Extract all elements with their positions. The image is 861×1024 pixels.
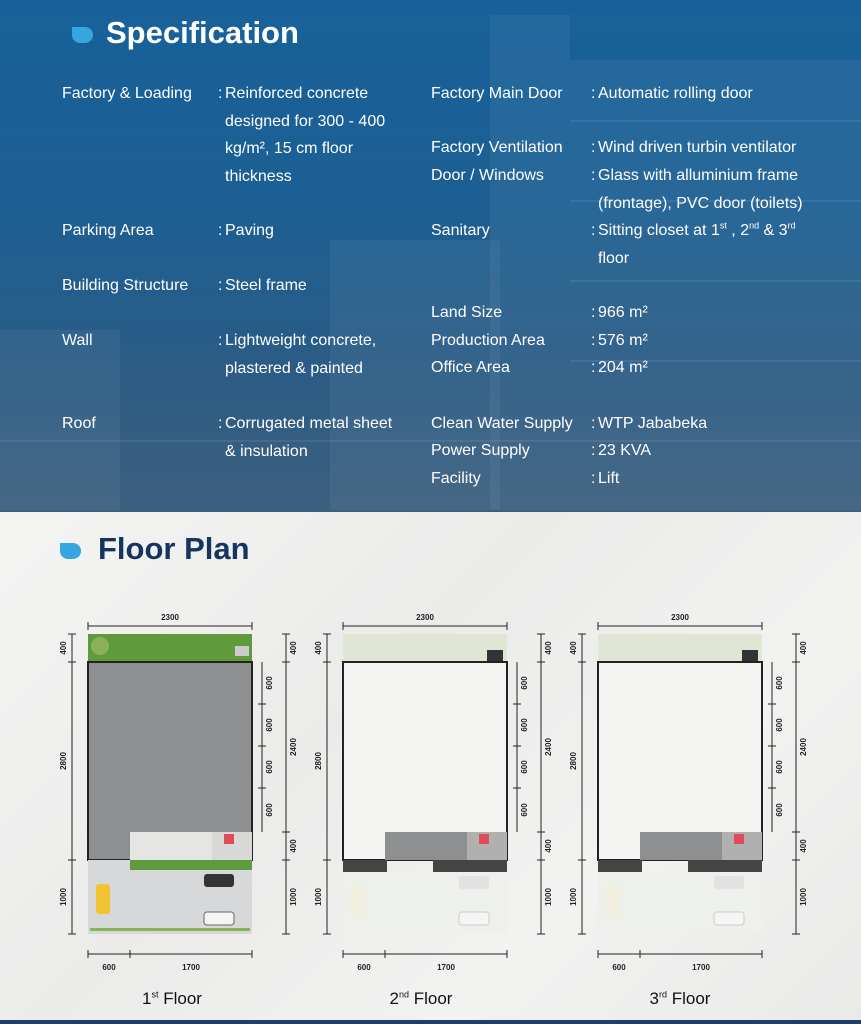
spec-label: Facility — [431, 470, 481, 487]
dim-sub-1: 600 — [265, 676, 274, 690]
spec-label: Factory & Loading — [62, 85, 192, 102]
spec-value: : Lightweight concrete, — [225, 332, 377, 349]
spec-label: Building Structure — [62, 277, 189, 294]
dim-right-top: 400 — [544, 641, 553, 655]
spec-value: : Paving — [225, 222, 274, 239]
spec-value: : 576 m² — [598, 332, 648, 349]
spec-label: Wall — [62, 332, 93, 349]
spec-value: : Corrugated metal sheet — [225, 415, 393, 432]
spec-value: plastered & painted — [225, 359, 363, 377]
spec-value: & insulation — [225, 442, 308, 460]
dim-sub-2: 600 — [265, 718, 274, 732]
spec-value: : 204 m² — [598, 359, 648, 376]
spec-label: Door / Windows — [431, 167, 544, 184]
spec-value: : Sitting closet at 1st , 2nd & 3rd — [598, 220, 796, 239]
dim-bottom-right: 1700 — [692, 963, 710, 972]
dim-sub-4: 600 — [775, 803, 784, 817]
dim-sub-2: 600 — [775, 718, 784, 732]
dim-left-top: 400 — [314, 641, 323, 655]
dim-right-mid: 2400 — [544, 738, 553, 756]
dim-right-bottom: 1000 — [799, 888, 808, 906]
spec-label: Parking Area — [62, 222, 154, 239]
dim-right-low: 400 — [289, 839, 298, 853]
floor-plan-2 — [305, 604, 565, 974]
dim-right-bottom: 1000 — [289, 888, 298, 906]
spec-label: Sanitary — [431, 222, 490, 239]
spec-label: Clean Water Supply — [431, 415, 573, 432]
dim-left-bottom: 1000 — [59, 888, 68, 906]
dim-right-mid: 2400 — [799, 738, 808, 756]
spec-label: Roof — [62, 415, 96, 432]
dim-bottom-right: 1700 — [437, 963, 455, 972]
floor-caption-2: 2nd Floor — [389, 989, 453, 1008]
spec-value: : 966 m² — [598, 304, 648, 321]
floor-plan-section — [0, 512, 861, 1024]
spec-value: floor — [598, 249, 630, 267]
dim-left-bottom: 1000 — [569, 888, 578, 906]
dim-right-top: 400 — [799, 641, 808, 655]
spec-value: : WTP Jababeka — [598, 415, 708, 432]
dim-top: 2300 — [416, 613, 434, 622]
spec-value: : Automatic rolling door — [598, 85, 753, 102]
dim-sub-3: 600 — [265, 760, 274, 774]
dim-sub-3: 600 — [775, 760, 784, 774]
dim-top: 2300 — [671, 613, 689, 622]
dim-sub-2: 600 — [520, 718, 529, 732]
spec-value: : Reinforced concrete — [225, 85, 369, 102]
spec-label: Factory Main Door — [431, 85, 563, 102]
spec-value: : Lift — [598, 470, 620, 487]
dim-right-low: 400 — [544, 839, 553, 853]
dim-left-mid: 2800 — [59, 752, 68, 770]
spec-value: : Wind driven turbin ventilator — [598, 139, 797, 156]
floor-plan-3 — [560, 604, 820, 974]
section-tag-icon — [60, 543, 81, 559]
spec-value: : Glass with alluminium frame — [598, 167, 799, 184]
dim-bottom-left: 600 — [357, 963, 371, 972]
dim-sub-4: 600 — [520, 803, 529, 817]
dim-bottom-right: 1700 — [182, 963, 200, 972]
dim-sub-3: 600 — [520, 760, 529, 774]
spec-value: (frontage), PVC door (toilets) — [598, 194, 803, 212]
spec-title: Specification — [106, 15, 299, 50]
spec-value: : Steel frame — [225, 277, 307, 294]
floor-plan-1 — [50, 604, 310, 974]
dim-right-bottom: 1000 — [544, 888, 553, 906]
dim-left-mid: 2800 — [314, 752, 323, 770]
dim-left-bottom: 1000 — [314, 888, 323, 906]
spec-value: kg/m², 15 cm floor — [225, 140, 354, 157]
bottom-bar — [0, 1020, 861, 1024]
dim-bottom-left: 600 — [102, 963, 116, 972]
dim-sub-4: 600 — [265, 803, 274, 817]
spec-label: Factory Ventilation — [431, 139, 563, 156]
spec-value: designed for 300 - 400 — [225, 112, 386, 130]
floor-caption-3: 3rd Floor — [649, 989, 711, 1008]
spec-label: Land Size — [431, 304, 503, 321]
spec-label: Office Area — [431, 359, 510, 376]
spec-value: : 23 KVA — [598, 442, 652, 459]
dim-left-top: 400 — [59, 641, 68, 655]
dim-sub-1: 600 — [520, 676, 529, 690]
spec-label: Power Supply — [431, 442, 530, 459]
dim-top: 2300 — [161, 613, 179, 622]
floor-plan-title: Floor Plan — [98, 531, 250, 566]
dim-bottom-left: 600 — [612, 963, 626, 972]
dim-right-low: 400 — [799, 839, 808, 853]
dim-right-top: 400 — [289, 641, 298, 655]
dim-left-top: 400 — [569, 641, 578, 655]
spec-value: thickness — [225, 167, 292, 185]
floor-caption-1: 1st Floor — [142, 989, 202, 1008]
section-tag-icon — [72, 27, 93, 43]
dim-right-mid: 2400 — [289, 738, 298, 756]
spec-label: Production Area — [431, 332, 545, 349]
dim-left-mid: 2800 — [569, 752, 578, 770]
dim-sub-1: 600 — [775, 676, 784, 690]
